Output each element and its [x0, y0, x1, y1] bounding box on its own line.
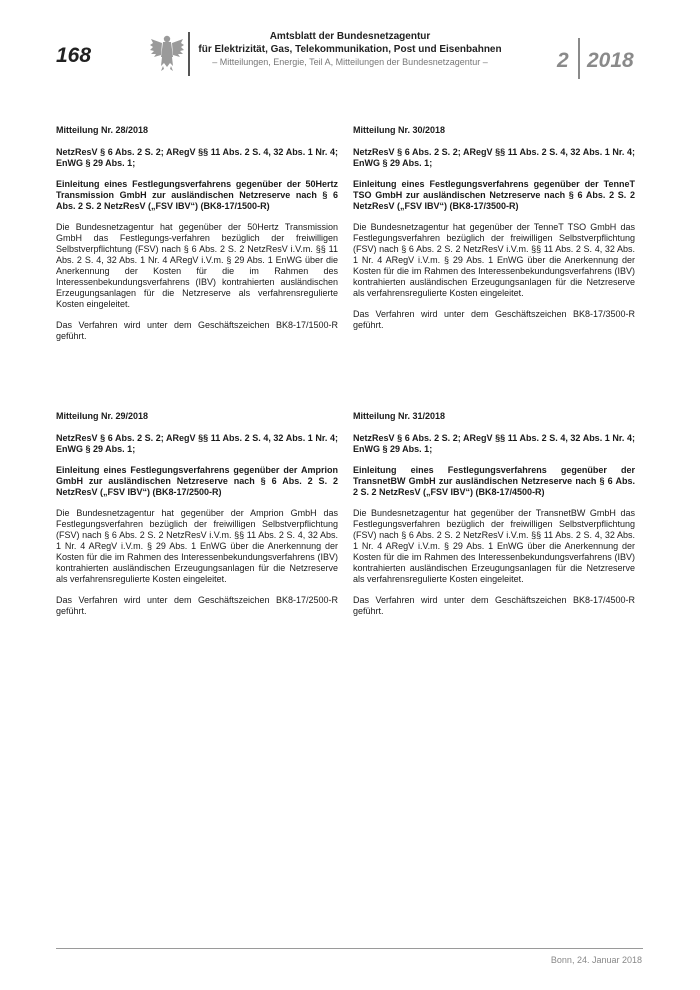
issue-number: 2 [557, 49, 569, 72]
issue-year: 2018 [587, 49, 634, 72]
notice-closing: Das Verfahren wird unter dem Geschäftszeichen BK8-17/3500-R geführt. [353, 309, 635, 330]
notice-reference: NetzResV § 6 Abs. 2 S. 2; ARegV §§ 11 Abs. 2 S. 4, 32 Abs. 1 Nr. 4; EnWG § 29 Abs. 1; [56, 433, 338, 454]
notice-28 [56, 125, 338, 352]
notice-title: Mitteilung Nr. 31/2018 [353, 411, 446, 421]
notice-title: Mitteilung Nr. 28/2018 [56, 125, 149, 135]
journal-subtitle: – Mitteilungen, Energie, Teil A, Mitteilungen der Bundesnetzagentur – [212, 57, 488, 67]
footer-date: Bonn, 24. Januar 2018 [550, 955, 642, 965]
notice-29 [56, 411, 338, 627]
notice-closing: Das Verfahren wird unter dem Geschäftszeichen BK8-17/1500-R geführt. [56, 320, 338, 341]
notice-heading: Einleitung eines Festlegungsverfahrens gegenüber der Amprion GmbH zur ausländischen Netzreserve nach § 6 Abs. 2 S. 2 NetzResV („FSV IBV“) (BK8-17/2500-R) [56, 465, 338, 497]
notice-30 [353, 125, 635, 341]
notice-title: Mitteilung Nr. 30/2018 [353, 125, 446, 135]
notice-31 [353, 411, 635, 627]
notice-body: Die Bundesnetzagentur hat gegenüber der Amprion GmbH das Festlegungsverfahren bezüglich der freiwilligen Selbstverpflichtung (FSV) nach § 6 Abs. 2 S. 2 NetzResV i.V.m. §§ 11 Abs. 2 S. 4, 32 Abs. 1 Nr. 4 ARegV i.V.m. § 29 Abs. 1 EnWG über die Anerkennung der Kosten für die im Rahmen des Interessenbekundungsverfahrens (IBV) kontrahierten ausländischen Erzeugungsanlagen für die Netzreserve als verfahrensregulierte Kosten eingeleitet. [56, 508, 338, 584]
notice-title: Mitteilung Nr. 29/2018 [56, 411, 149, 421]
page-number: 168 [56, 44, 92, 67]
notice-body: Die Bundesnetzagentur hat gegenüber der 50Hertz Transmission GmbH das Festlegungs-verfahren bezüglich der freiwilligen Selbstverpflichtung (FSV) nach § 6 Abs. 2 S. 2 NetzResV i.V.m. §§ 11 Abs. 2 S. 4, 32 Abs. 1 Nr. 4 ARegV i.V.m. § 29 Abs. 1 EnWG über die Anerkennung der Kosten für die im Rahmen des Interessenbekundungsverfahrens (IBV) kontrahierten ausländischen Erzeugungsanlagen für die Netzreserve als verfahrensregulierte Kosten eingeleitet. [56, 222, 338, 309]
federal-eagle-icon [149, 33, 185, 73]
notice-reference: NetzResV § 6 Abs. 2 S. 2; ARegV §§ 11 Abs. 2 S. 4, 32 Abs. 1 Nr. 4; EnWG § 29 Abs. 1; [353, 433, 635, 454]
notice-body: Die Bundesnetzagentur hat gegenüber der TenneT TSO GmbH das Festlegungsverfahren bezüglich der freiwilligen Selbstverpflichtung (FSV) nach § 6 Abs. 2 S. 2 NetzResV i.V.m. §§ 11 Abs. 2 S. 4, 32 Abs. 1 Nr. 4 ARegV i.V.m. § 29 Abs. 1 EnWG über die Anerkennung der Kosten für die im Rahmen des Interessenbekundungsverfahrens (IBV) kontrahierten ausländischen Erzeugungsanlagen für die Netzreserve als verfahrensregulierte Kosten eingeleitet. [353, 222, 635, 298]
footer-rule [56, 948, 643, 949]
journal-title-line2: für Elektrizität, Gas, Telekommunikation, Post und Eisenbahnen [198, 43, 502, 55]
notice-reference: NetzResV § 6 Abs. 2 S. 2; ARegV §§ 11 Abs. 2 S. 4, 32 Abs. 1 Nr. 4; EnWG § 29 Abs. 1; [56, 147, 338, 168]
notice-closing: Das Verfahren wird unter dem Geschäftszeichen BK8-17/2500-R geführt. [56, 595, 338, 616]
notice-heading: Einleitung eines Festlegungsverfahrens gegenüber der TenneT TSO GmbH zur ausländischen Netzreserve nach § 6 Abs. 2 S. 2 NetzResV („FSV IBV“) (BK8-17/3500-R) [353, 179, 635, 211]
journal-title [190, 31, 510, 56]
issue-divider [578, 38, 580, 79]
notice-reference: NetzResV § 6 Abs. 2 S. 2; ARegV §§ 11 Abs. 2 S. 4, 32 Abs. 1 Nr. 4; EnWG § 29 Abs. 1; [353, 147, 635, 168]
notice-closing: Das Verfahren wird unter dem Geschäftszeichen BK8-17/4500-R geführt. [353, 595, 635, 616]
notice-heading: Einleitung eines Festlegungsverfahrens gegenüber der 50Hertz Transmission GmbH zur ausländischen Netzreserve nach § 6 Abs. 2 S. 2 NetzResV („FSV IBV“) (BK8-17/1500-R) [56, 179, 338, 211]
notice-heading: Einleitung eines Festlegungsverfahrens gegenüber der TransnetBW GmbH zur ausländischen Netzreserve nach § 6 Abs. 2 S. 2 NetzResV („FSV IBV“) (BK8-17/4500-R) [353, 465, 635, 497]
notice-body: Die Bundesnetzagentur hat gegenüber der TransnetBW GmbH das Festlegungsverfahren bezüglich der freiwilligen Selbstverpflichtung (FSV) nach § 6 Abs. 2 S. 2 NetzResV i.V.m. §§ 11 Abs. 2 S. 4, 32 Abs. 1 Nr. 4 ARegV i.V.m. § 29 Abs. 1 EnWG über die Anerkennung der Kosten für die im Rahmen des Interessenbekundungsverfahrens (IBV) kontrahierten ausländischen Erzeugungsanlagen für die Netzreserve als verfahrensregulierte Kosten eingeleitet. [353, 508, 635, 584]
journal-title-line1: Amtsblatt der Bundesnetzagentur [269, 31, 431, 42]
